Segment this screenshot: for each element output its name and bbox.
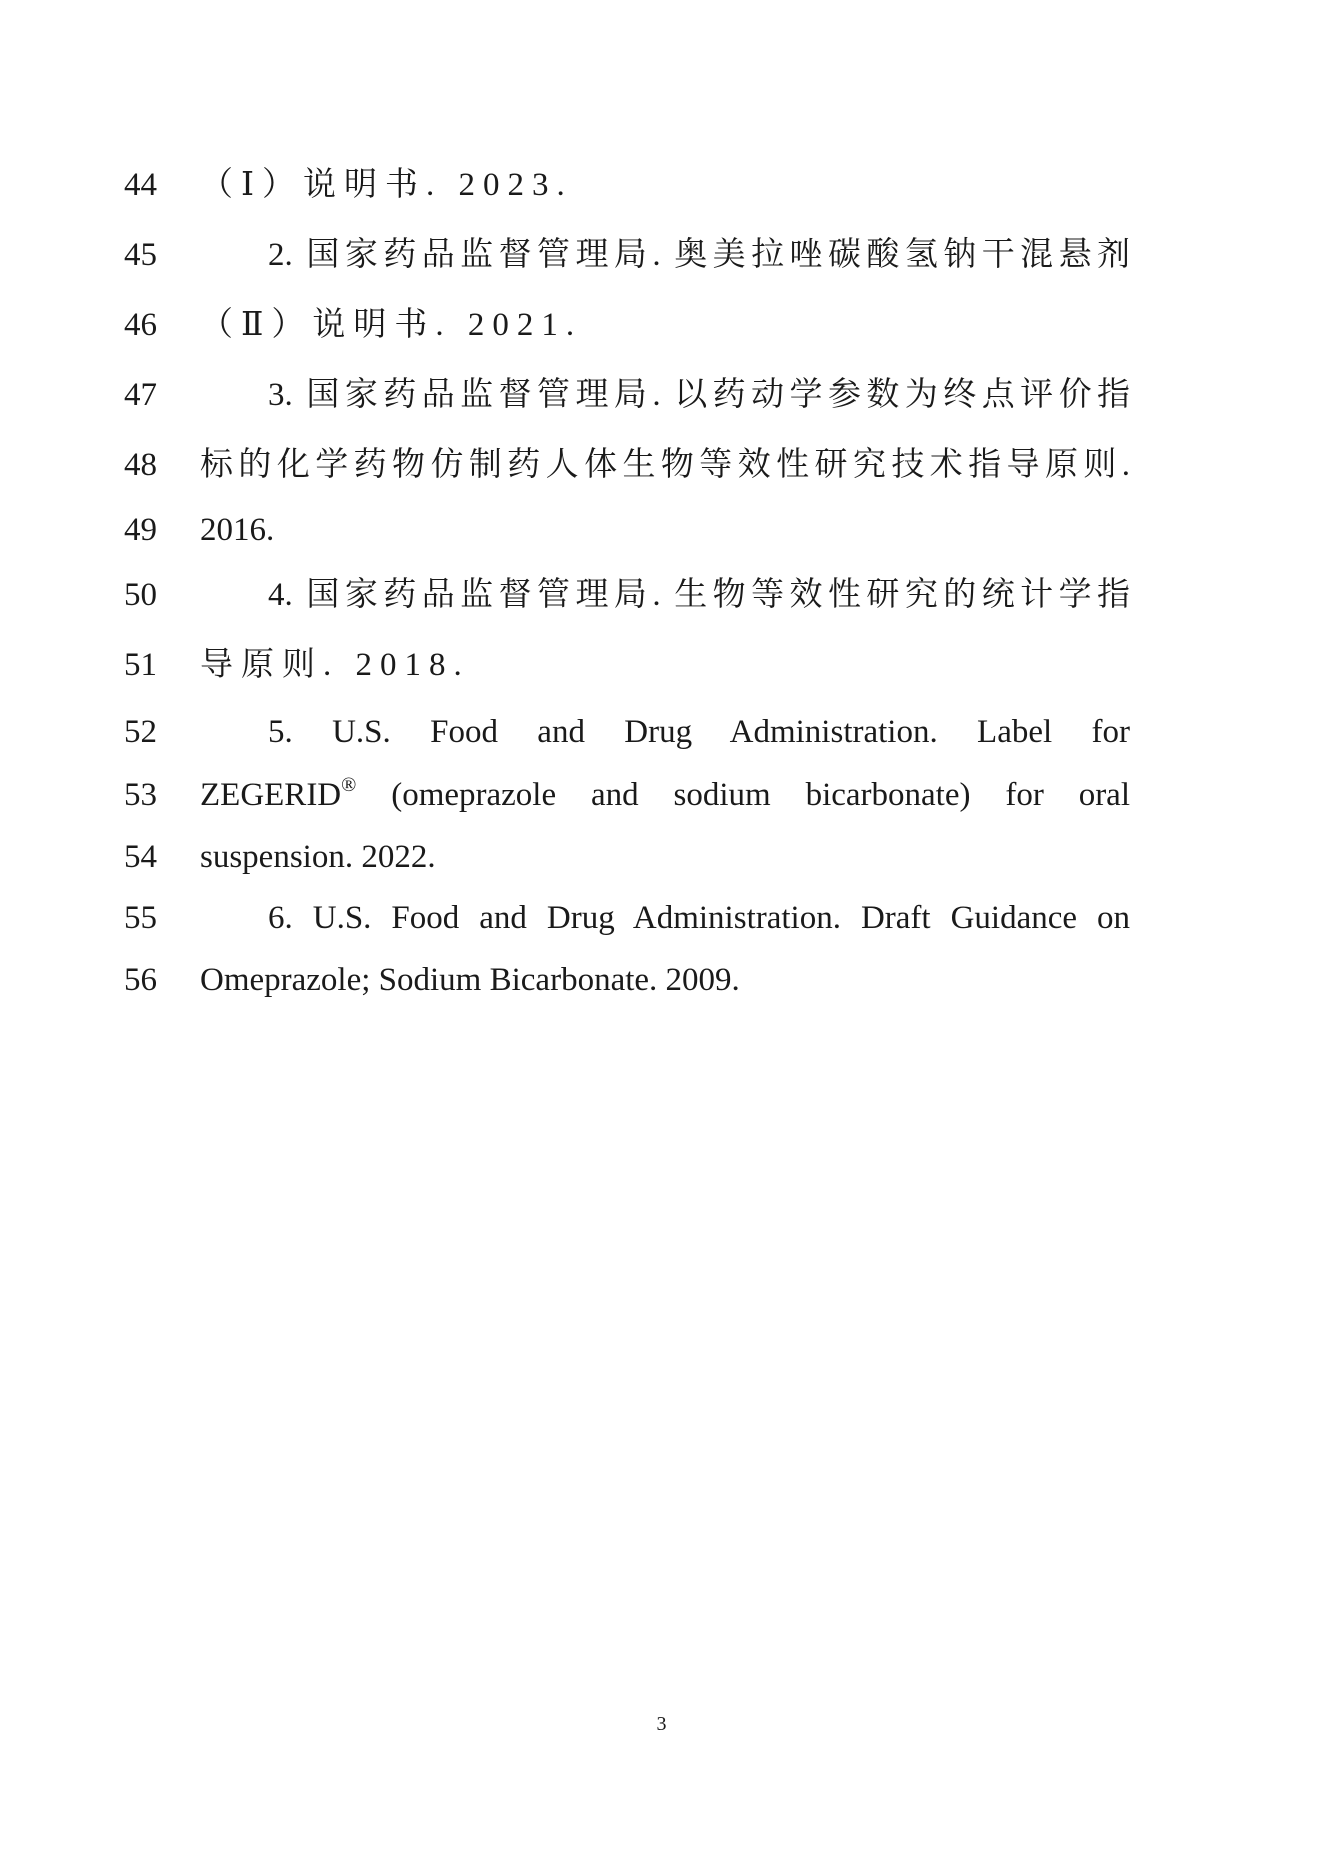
registered-mark: ® — [341, 774, 357, 796]
line-number: 50 — [124, 577, 157, 613]
brand-name: ZEGERID — [200, 777, 342, 813]
line-text: （Ⅱ）说明书. 2021. — [200, 307, 583, 343]
line-text: 3. 国家药品监督管理局. 以药动学参数为终点评价指 — [268, 377, 1131, 413]
document-line — [0, 707, 1323, 757]
document-line — [0, 300, 1323, 350]
line-number: 47 — [124, 377, 157, 413]
line-number: 55 — [124, 900, 157, 936]
document-line — [0, 640, 1323, 690]
document-line — [0, 770, 1323, 820]
line-number: 51 — [124, 647, 157, 683]
line-text: 6. U.S. Food and Drug Administration. Draft Guidance on — [268, 900, 1130, 936]
line-number: 52 — [124, 714, 157, 750]
line-text — [200, 770, 1130, 820]
line-number: 56 — [124, 962, 157, 998]
line-text: suspension. 2022. — [200, 839, 436, 875]
line-number: 45 — [124, 237, 157, 273]
line-text: Omeprazole; Sodium Bicarbonate. 2009. — [200, 962, 740, 998]
document-line — [0, 370, 1323, 420]
line-text: 2. 国家药品监督管理局. 奥美拉唑碳酸氢钠干混悬剂 — [268, 237, 1131, 273]
line-text: 4. 国家药品监督管理局. 生物等效性研究的统计学指 — [268, 577, 1131, 613]
line-number: 44 — [124, 167, 157, 203]
document-line — [0, 230, 1323, 280]
page-number: 3 — [656, 1713, 667, 1735]
line-text: 5. U.S. Food and Drug Administration. Label for — [268, 714, 1130, 750]
line-number: 48 — [124, 447, 157, 483]
line-text-rest: (omeprazole and sodium bicarbonate) for oral — [356, 777, 1130, 813]
line-text: 标的化学药物仿制药人体生物等效性研究技术指导原则. — [200, 447, 1130, 483]
document-line — [0, 505, 1323, 555]
line-text: 导原则. 2018. — [200, 647, 470, 683]
line-text: （Ⅰ）说明书. 2023. — [200, 167, 573, 203]
line-number: 53 — [124, 777, 157, 813]
document-line — [0, 160, 1323, 210]
document-line — [0, 832, 1323, 882]
document-line — [0, 440, 1323, 490]
line-text: 2016. — [200, 512, 275, 548]
document-line — [0, 955, 1323, 1005]
document-line — [0, 893, 1323, 943]
line-number: 54 — [124, 839, 157, 875]
line-number: 46 — [124, 307, 157, 343]
line-number: 49 — [124, 512, 157, 548]
document-line — [0, 570, 1323, 620]
